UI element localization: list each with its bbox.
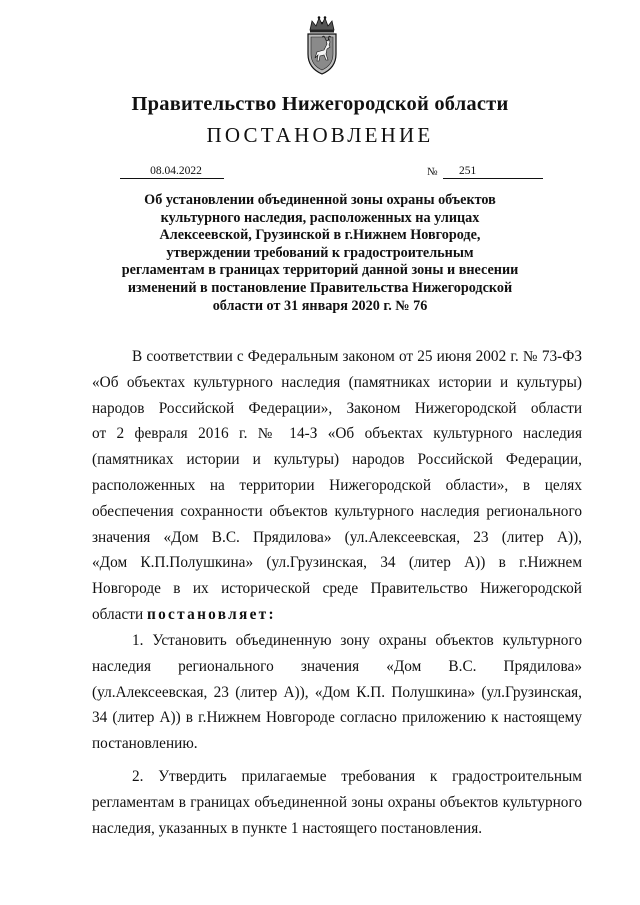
document-date: 08.04.2022 xyxy=(120,165,224,179)
subject-line: регламентам в границах территорий данной зоны и внесении xyxy=(121,262,519,279)
text-line: значения «Дом В.С. Прядилова» (ул.Алексеевская, 23 (литер А)), xyxy=(92,528,582,546)
text-line: постановлению. xyxy=(92,735,198,753)
text-line: народов Российской Федерации», Законом Нижегородской области xyxy=(92,399,582,417)
text-line: наследия, указанных в пункте 1 настоящего постановления. xyxy=(92,819,483,837)
text-line: «Дом К.П.Полушкина» (ул.Грузинская, 34 (литер А)) в г.Нижнем xyxy=(92,554,582,572)
document-number: 251 xyxy=(443,165,543,179)
item-2-paragraph xyxy=(92,764,582,841)
subject-line: области от 31 января 2020 г. № 76 xyxy=(212,297,428,314)
text-line: регламентам в границах объединенной зоны охраны объектов культурного xyxy=(92,793,582,811)
text-line xyxy=(92,602,582,628)
text-line: В соответствии с Федеральным законом от 25 июня 2002 г. № 73-ФЗ xyxy=(132,348,582,365)
subject-line: Алексеевской, Грузинской в г.Нижнем Новгороде, xyxy=(159,227,481,244)
text-line: 2. Утвердить прилагаемые требования к градостроительным xyxy=(132,768,582,785)
subject-line: изменений в постановление Правительства Нижегородской xyxy=(127,279,513,296)
resolves-word: постановляет: xyxy=(146,605,276,623)
document-type: ПОСТАНОВЛЕНИЕ xyxy=(206,123,434,147)
text-line: Новгороде в их исторической среде Правительство Нижегородской xyxy=(92,580,582,598)
text-line: «Об объектах культурного наследия (памятниках истории и культуры) xyxy=(92,373,582,391)
text-line: наследия регионального значения «Дом В.С. Прядилова» xyxy=(92,657,582,675)
government-title: Правительство Нижегородской области xyxy=(131,93,509,115)
text-line: от 2 февраля 2016 г. № 14-З «Об объектах культурного наследия xyxy=(92,425,582,443)
subject-line: Об установлении объединенной зоны охраны объектов xyxy=(144,192,496,208)
text-line: 34 (литер А)) в г.Нижнем Новгороде согласно приложению к настоящему xyxy=(92,709,582,727)
document-subject xyxy=(90,192,550,315)
preamble-last-prefix: области xyxy=(92,605,147,623)
preamble-paragraph xyxy=(92,344,582,628)
coat-of-arms-icon xyxy=(302,14,342,76)
subject-line: утверждении требований к градостроительным xyxy=(166,244,474,261)
text-line: расположенных на территории Нижегородской области», в целях xyxy=(92,476,582,494)
text-line: обеспечения сохранности объектов культурного наследия регионального xyxy=(92,502,582,520)
subject-line: культурного наследия, расположенных на улицах xyxy=(160,209,480,226)
text-line: (ул.Алексеевская, 23 (литер А)), «Дом К.П. Полушкина» (ул.Грузинская, xyxy=(92,683,582,701)
text-line: 1. Установить объединенную зону охраны объектов культурного xyxy=(132,632,582,649)
item-1-paragraph xyxy=(92,628,582,757)
text-line: (памятниках истории и культуры) народов Российской Федерации, xyxy=(92,451,582,469)
number-sign: № xyxy=(427,166,438,178)
